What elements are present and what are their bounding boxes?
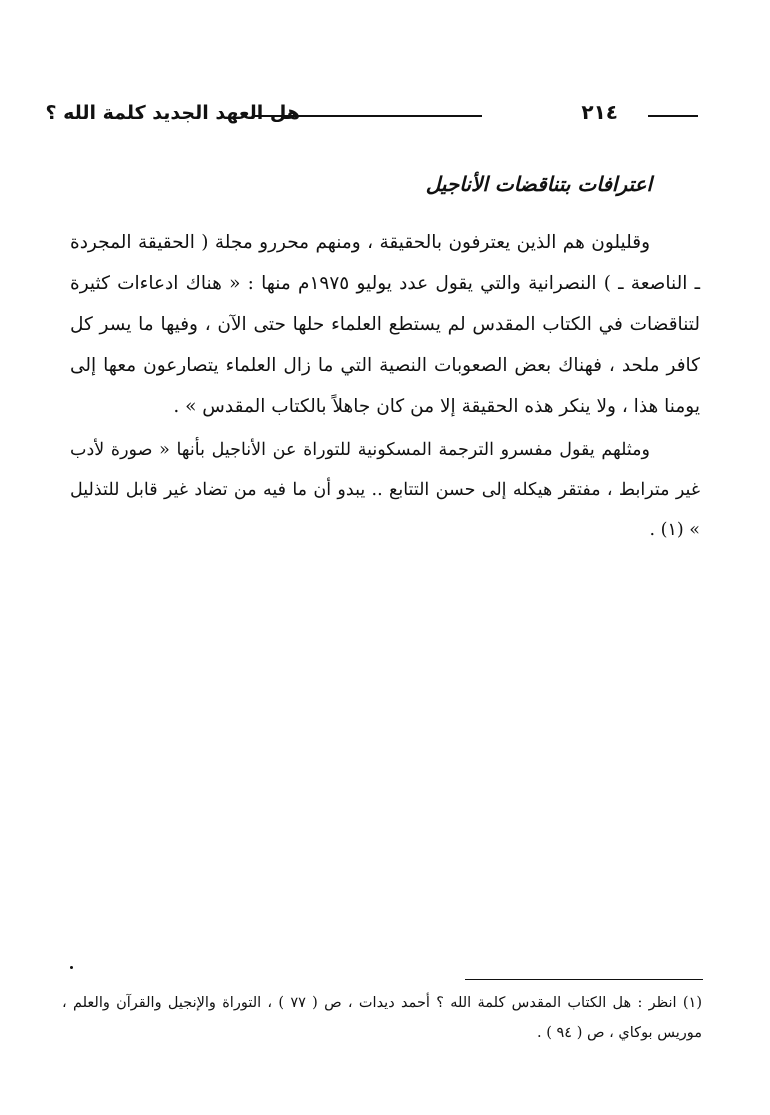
paragraph-1: وقليلون هم الذين يعترفون بالحقيقة ، ومنهم محررو مجلة ( الحقيقة المجردة ـ الناصعة ـ ) النصرانية والتي يقول عدد يوليو ١٩٧٥م منها : « هناك ادعاءات كثيرة لتناقضات في الكتاب المقدس لم يستطع العلماء حلها حتى الآن ، وفيها ما يسر كل كافر ملحد ، فهناك بعض الصعوبات النصية التي ما زال العلماء يتصارعون معها إلى يومنا هذا ، ولا ينكر هذه الحقيقة إلا من كان جاهلاً بالكتاب المقدس » . xyxy=(70,232,700,417)
paragraph-2: ومثلهم يقول مفسرو الترجمة المسكونية للتوراة عن الأناجيل بأنها « صورة لأدب غير مترابط ، مفتقر هيكله إلى حسن التتابع .. يبدو أن ما فيه من تضاد غير قابل للتذليل » (١) . xyxy=(70,440,700,540)
section-heading: اعترافات بتناقضات الأناجيل xyxy=(425,172,652,196)
header-rule-right xyxy=(648,115,698,117)
page-number: ٢١٤ xyxy=(581,100,618,124)
footnote: (١) انظر : هل الكتاب المقدس كلمة الله ؟ أحمد ديدات ، ص ( ٧٧ ) ، التوراة والإنجيل والقرآن والعلم ، موريس بوكاي ، ص ( ٩٤ ) . xyxy=(62,995,702,1041)
footnote-rule xyxy=(465,979,703,980)
running-header xyxy=(45,98,700,132)
margin-dot xyxy=(70,966,73,969)
header-title: هل العهد الجديد كلمة الله ؟ xyxy=(45,102,300,124)
